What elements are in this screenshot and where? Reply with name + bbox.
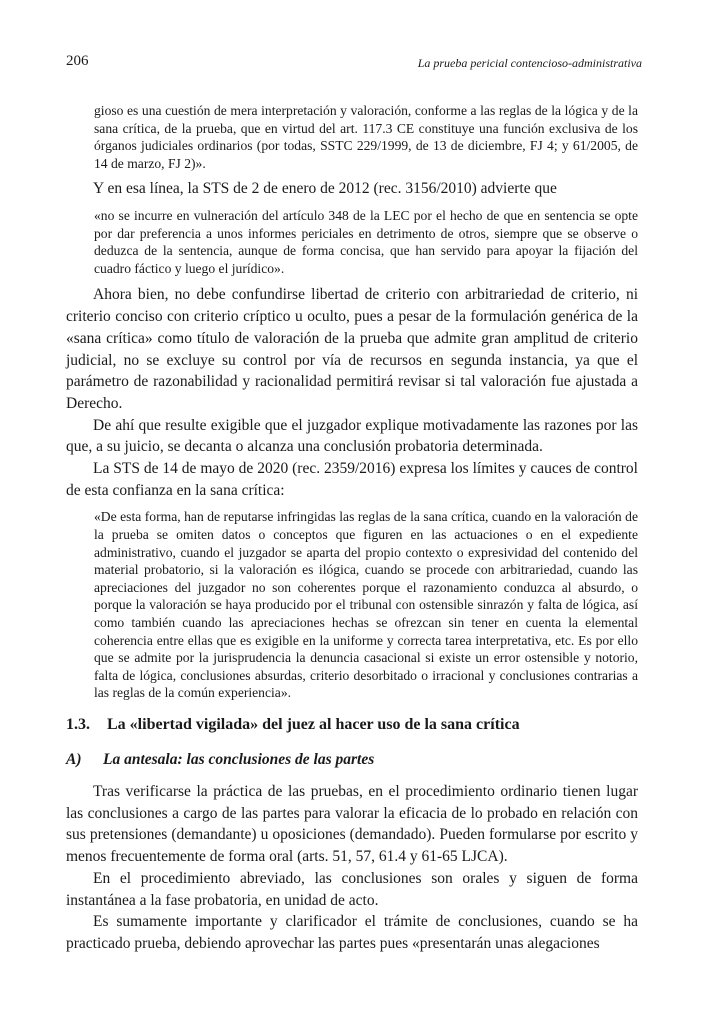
paragraph: La STS de 14 de mayo de 2020 (rec. 2359/2016) expresa los límites y cauces de control de esta confianza en la sana crítica: <box>66 460 638 499</box>
running-header-title: La prueba pericial contencioso-administrativa <box>417 56 642 70</box>
paragraph: Tras verificarse la práctica de las pruebas, en el procedimiento ordinario tienen lugar las conclusiones a cargo de las partes para valorar la eficacia de lo probado en relación con sus pretensiones (demandante) u oposiciones (demandado). Pueden formularse por escrito y menos frecuentemente de forma oral (arts. 51, 57, 61.4 y 61-65 LJCA). <box>66 783 638 866</box>
section-heading <box>66 716 520 734</box>
subsection-title: La antesala: las conclusiones de las partes <box>103 751 375 768</box>
section-number: 1.3. <box>66 716 90 733</box>
paragraph: Es sumamente importante y clarificador el trámite de conclusiones, cuando se ha practicado prueba, debiendo aprovechar las partes pues «presentarán unas alegaciones <box>66 913 638 952</box>
block-quote-continued: gioso es una cuestión de mera interpretación y valoración, conforme a las reglas de la lógica y de la sana crítica, de la prueba, que en virtud del art. 117.3 CE constituye una función exclusiva de los órganos judiciales ordinarios (por todas, SSTC 229/1999, de 13 de diciembre, FJ 4; y 61/2005, de 14 de marzo, FJ 2)». <box>94 103 638 171</box>
paragraph: De ahí que resulte exigible que el juzgador explique motivadamente las razones por las que, a su juicio, se decanta o alcanza una conclusión probatoria determinada. <box>66 416 638 456</box>
block-quote: «no se incurre en vulneración del artículo 348 de la LEC por el hecho de que en sentencia se opte por dar preferencia a unos informes periciales en detrimento de otros, siempre que se observe o deduzca de la sentencia, aunque de forma concisa, que han servido para apoyar la fijación del cuadro fáctico y luego el jurídico». <box>94 208 638 276</box>
subsection-number: A) <box>66 751 82 768</box>
body-column-top <box>66 102 638 702</box>
page-number: 206 <box>66 53 89 69</box>
block-quote: «De esta forma, han de reputarse infringidas las reglas de la sana crítica, cuando en la valoración de la prueba se omiten datos o conceptos que figuren en las actuaciones o en el expediente administrativo, cuando el juzgador se aparta del propio contexto o expresividad del contenido del material probatorio, si la valoración es ilógica, cuando se procede con arbitrariedad, cuando las apreciaciones del juzgador no son coherentes porque el razonamiento conduzca al absurdo, o porque la valoración se haya producido por el tribunal con ostensible sinrazón y falta de lógica, así como también cuando las apreciaciones hechas se ofrezcan sin tener en cuenta la elemental coherencia entre ellas que es exigible en la uniforme y correcta tarea interpretativa, etc. Es por ello que se admite por la jurisprudencia la denuncia casacional si existe un error ostensible y notorio, falta de lógica, conclusiones absurdas, criterio desorbitado o irracional y conclusiones contrarias a las reglas de la común experiencia». <box>94 509 638 701</box>
body-column-bottom <box>66 781 638 955</box>
section-title: La «libertad vigilada» del juez al hacer uso de la sana crítica <box>107 716 520 733</box>
paragraph: Y en esa línea, la STS de 2 de enero de 2012 (rec. 3156/2010) advierte que <box>93 180 557 198</box>
paragraph: En el procedimiento abreviado, las conclusiones son orales y siguen de forma instantánea a la fase probatoria, en unidad de acto. <box>66 869 638 909</box>
subsection-heading <box>66 751 374 769</box>
paragraph: Ahora bien, no debe confundirse libertad de criterio con arbitrariedad de criterio, ni criterio conciso con criterio críptico u oculto, pues a pesar de la formulación genérica de la «sana crítica» como título de valoración de la prueba que admite gran amplitud de criterio judicial, no se excluye su control por vía de recursos en segunda instancia, ya que el parámetro de razonabilidad y racionalidad permitirá revisar si tal valoración fue ajustada a Derecho. <box>66 286 638 412</box>
